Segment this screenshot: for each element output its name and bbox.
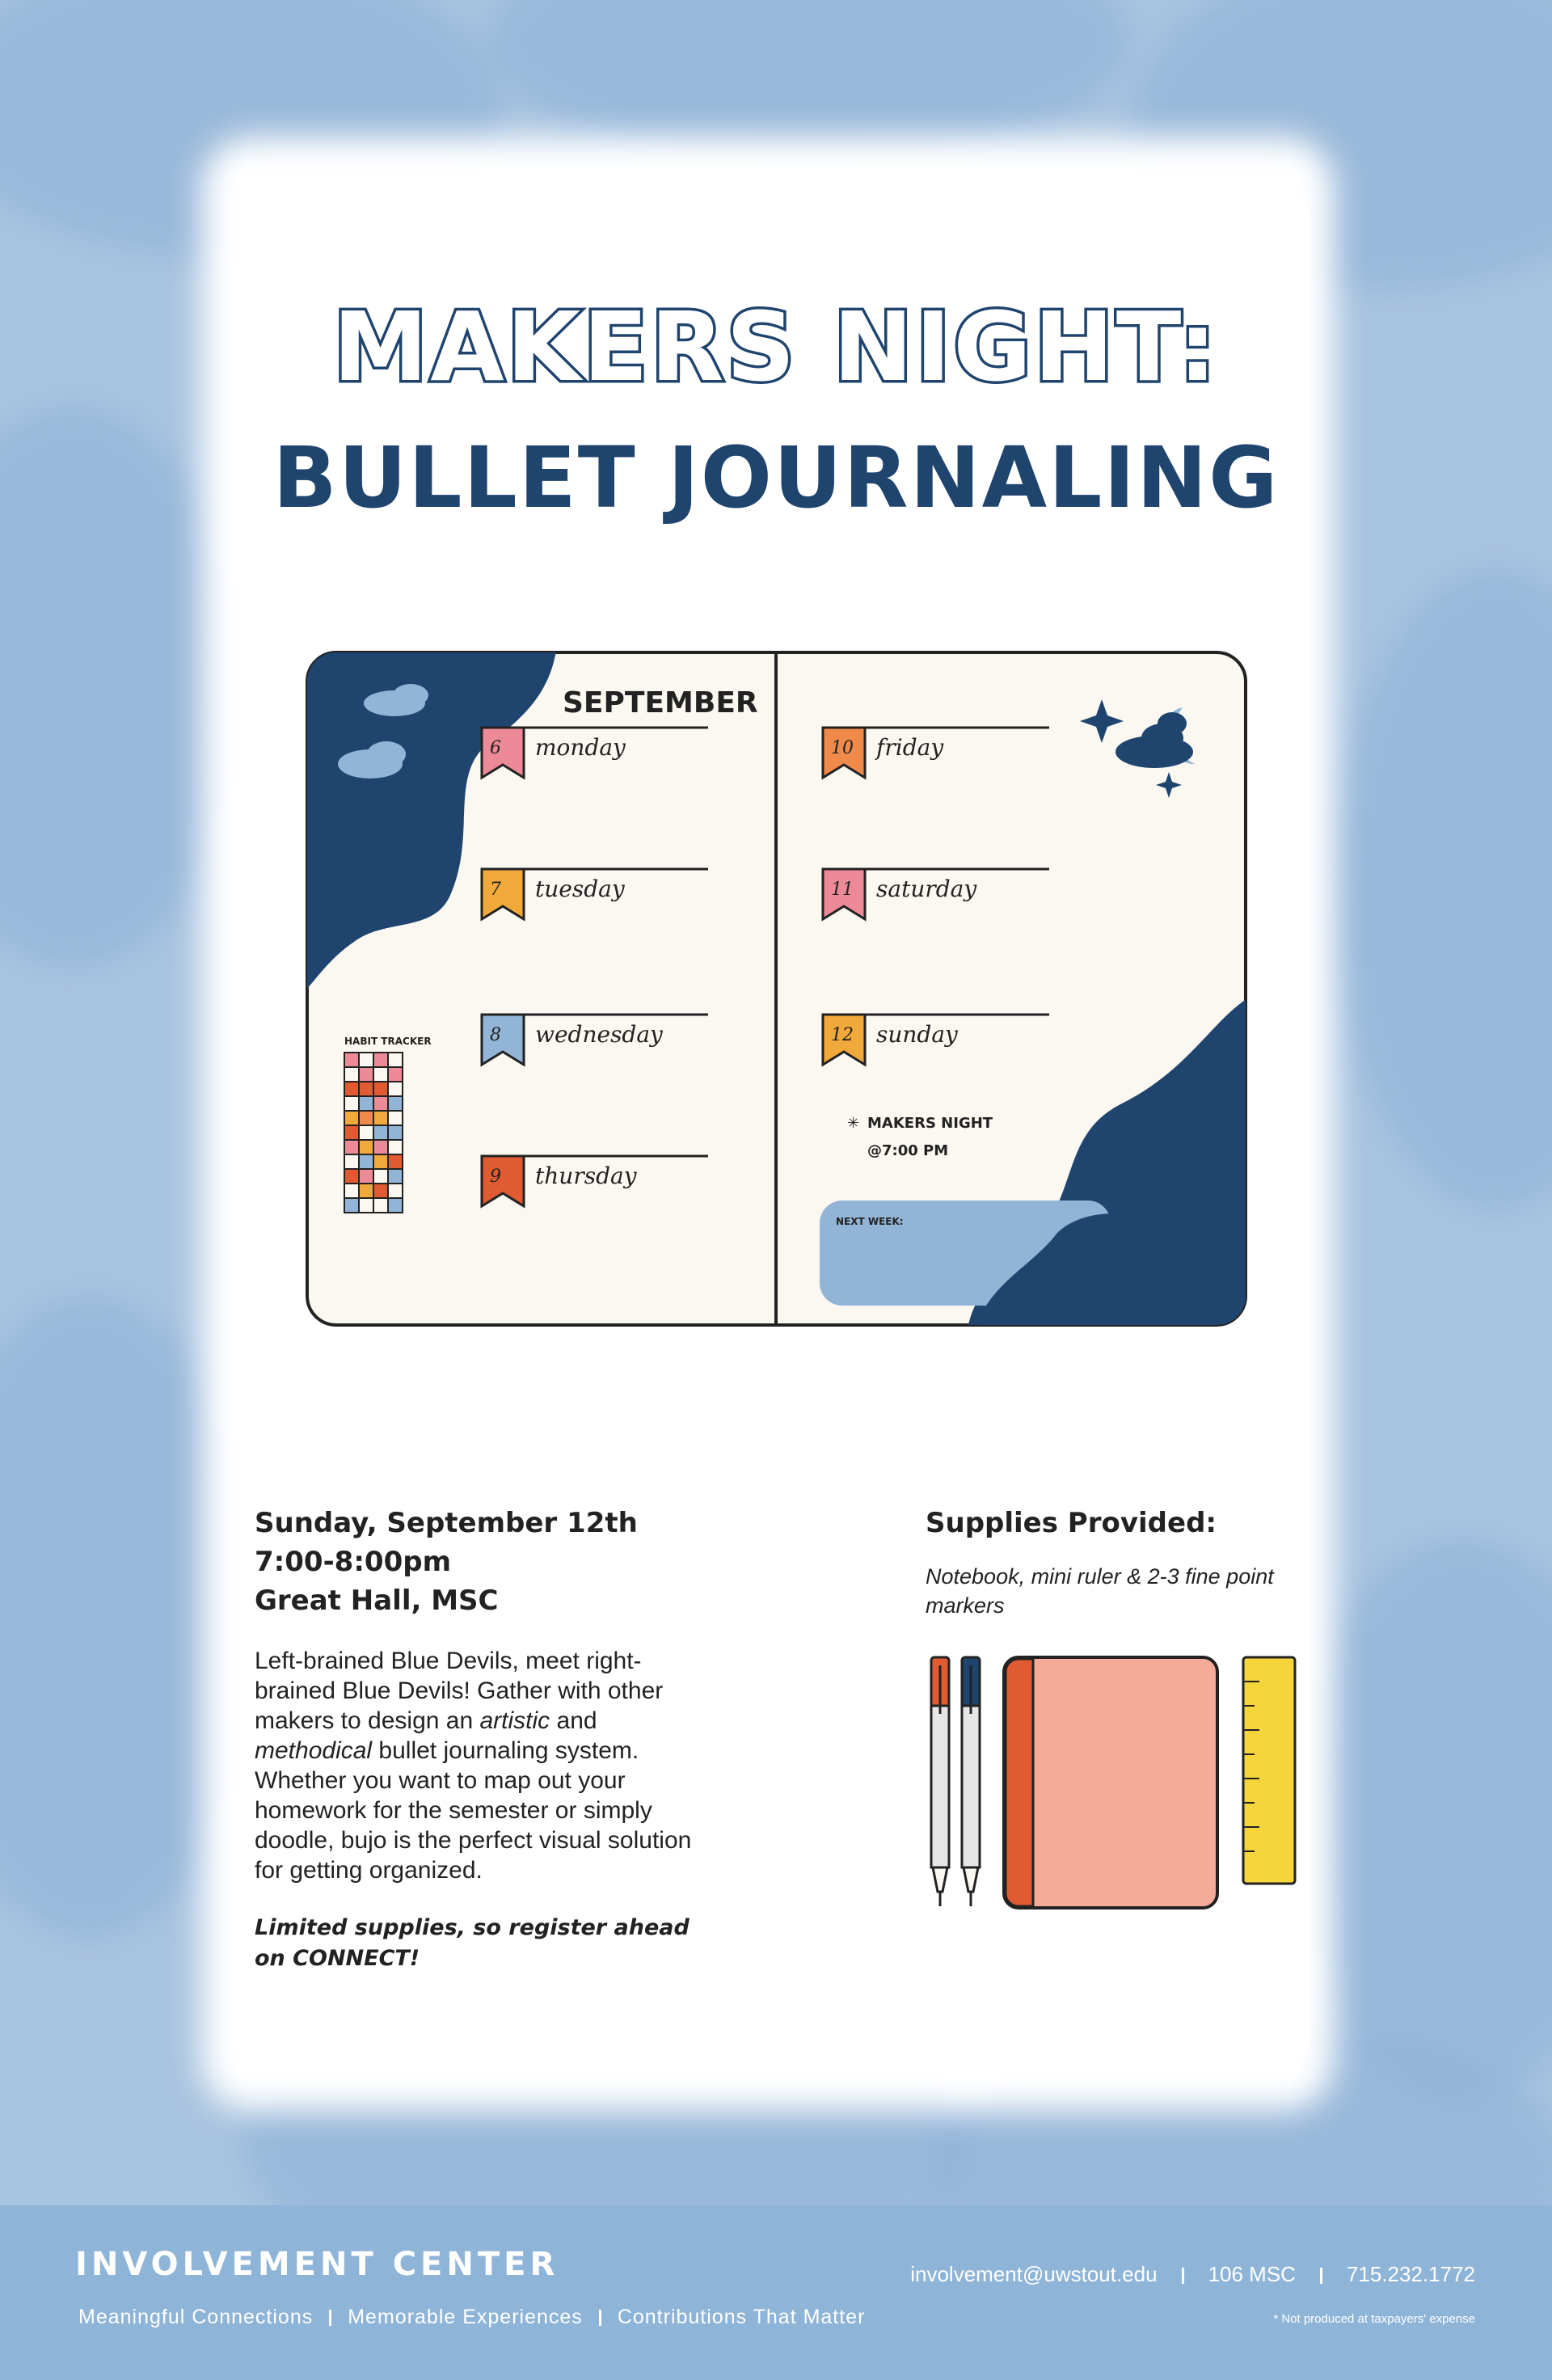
tagline-item: Memorable Experiences [348, 2306, 583, 2328]
habit-cell [344, 1096, 359, 1111]
habit-cell [388, 1154, 403, 1169]
month-heading: SEPTEMBER [563, 686, 758, 719]
org-name: INVOLVEMENT CENTER [75, 2246, 559, 2283]
description-emphasis: methodical [255, 1737, 373, 1764]
tagline-item: Contributions That Matter [617, 2306, 866, 2328]
day-number: 6 [490, 738, 501, 758]
habit-cell [344, 1198, 359, 1213]
next-week-label: NEXT WEEK: [836, 1216, 904, 1227]
event-location: Great Hall, MSC [255, 1585, 499, 1617]
day-number: 11 [831, 880, 854, 900]
habit-cell [388, 1111, 403, 1125]
habit-cell [359, 1140, 373, 1154]
habit-tracker-label: HABIT TRACKER [344, 1036, 432, 1047]
phone-number[interactable]: 715.232.1772 [1346, 2262, 1475, 2286]
habit-cell [344, 1169, 359, 1184]
habit-cell [388, 1067, 403, 1082]
habit-cell [388, 1096, 403, 1111]
footer [0, 2205, 1552, 2380]
habit-cell [359, 1154, 373, 1169]
day-name: wednesday [535, 1021, 663, 1048]
notebook-icon [1004, 1657, 1217, 1908]
tagline [75, 2306, 868, 2329]
day-name: tuesday [535, 876, 625, 902]
habit-cell [388, 1198, 403, 1213]
day-number: 12 [831, 1025, 854, 1045]
habit-cell [388, 1169, 403, 1184]
marker-icon [931, 1657, 949, 1906]
habit-cell [388, 1184, 403, 1198]
title-line-1: MAKERS NIGHT: [332, 291, 1220, 403]
habit-cell [344, 1053, 359, 1067]
habit-cell [344, 1111, 359, 1125]
habit-cell [359, 1169, 373, 1184]
office-location: 106 MSC [1208, 2262, 1296, 2286]
svg-text:✳: ✳ [847, 1115, 860, 1132]
bullet-journal-illustration [306, 651, 1247, 1330]
habit-cell [344, 1140, 359, 1154]
description-text: and [550, 1707, 597, 1734]
fine-print: * Not produced at taxpayers' expense [1273, 2312, 1475, 2326]
habit-cell [359, 1082, 373, 1096]
habit-cell [373, 1198, 388, 1213]
description-emphasis: artistic [479, 1707, 550, 1734]
event-time: @7:00 PM [867, 1142, 949, 1159]
title-line-2: BULLET JOURNALING [272, 428, 1280, 527]
contact-info [910, 2262, 1475, 2287]
habit-cell [359, 1184, 373, 1198]
event-name: MAKERS NIGHT [867, 1115, 993, 1132]
registration-note: Limited supplies, so register ahead on CONNECT! [255, 1915, 690, 1971]
habit-cell [388, 1082, 403, 1096]
description-text: bullet journaling system. Whether you want to map out your homework for the semester or simply doodle, bujo is the perfect visual solution for getting organized. [255, 1737, 692, 1884]
event-date: Sunday, September 12th [255, 1507, 638, 1539]
ruler-icon [1243, 1657, 1295, 1884]
habit-cell [373, 1140, 388, 1154]
email-link[interactable]: involvement@uwstout.edu [910, 2262, 1158, 2286]
habit-cell [359, 1067, 373, 1082]
day-number: 7 [490, 880, 501, 900]
habit-cell [344, 1154, 359, 1169]
habit-cell [359, 1198, 373, 1213]
day-name: friday [876, 734, 944, 761]
habit-cell [373, 1184, 388, 1198]
habit-cell [359, 1111, 373, 1125]
habit-cell [373, 1111, 388, 1125]
day-number: 10 [831, 738, 854, 758]
supplies-list: Notebook, mini ruler & 2-3 fine point markers [926, 1564, 1274, 1618]
event-description [255, 1646, 707, 1885]
habit-cell [359, 1053, 373, 1067]
habit-cell [359, 1096, 373, 1111]
supplies-illustration [922, 1649, 1310, 1964]
habit-cell [373, 1096, 388, 1111]
day-name: saturday [876, 876, 977, 902]
event-details [255, 1504, 707, 1974]
supplies-section [926, 1504, 1346, 1620]
habit-cell [373, 1125, 388, 1140]
habit-cell [344, 1125, 359, 1140]
day-name: monday [535, 734, 626, 761]
habit-cell [344, 1067, 359, 1082]
habit-cell [373, 1053, 388, 1067]
habit-cell [388, 1053, 403, 1067]
day-number: 8 [490, 1025, 501, 1045]
marker-icon [962, 1657, 980, 1906]
supplies-heading: Supplies Provided: [926, 1507, 1217, 1539]
habit-cell [359, 1125, 373, 1140]
habit-cell [388, 1125, 403, 1140]
habit-cell [388, 1140, 403, 1154]
habit-cell [373, 1082, 388, 1096]
tagline-item: Meaningful Connections [78, 2306, 314, 2328]
day-name: thursday [535, 1163, 637, 1189]
habit-cell [344, 1082, 359, 1096]
day-number: 9 [490, 1167, 501, 1187]
habit-cell [373, 1154, 388, 1169]
habit-cell [373, 1067, 388, 1082]
description-text: Left-brained Blue Devils, meet right-brained Blue Devils! Gather with other makers to design an [255, 1648, 664, 1734]
day-name: sunday [876, 1021, 958, 1048]
event-time: 7:00-8:00pm [255, 1546, 452, 1578]
habit-cell [373, 1169, 388, 1184]
habit-cell [344, 1184, 359, 1198]
habit-tracker-grid [344, 1053, 403, 1213]
